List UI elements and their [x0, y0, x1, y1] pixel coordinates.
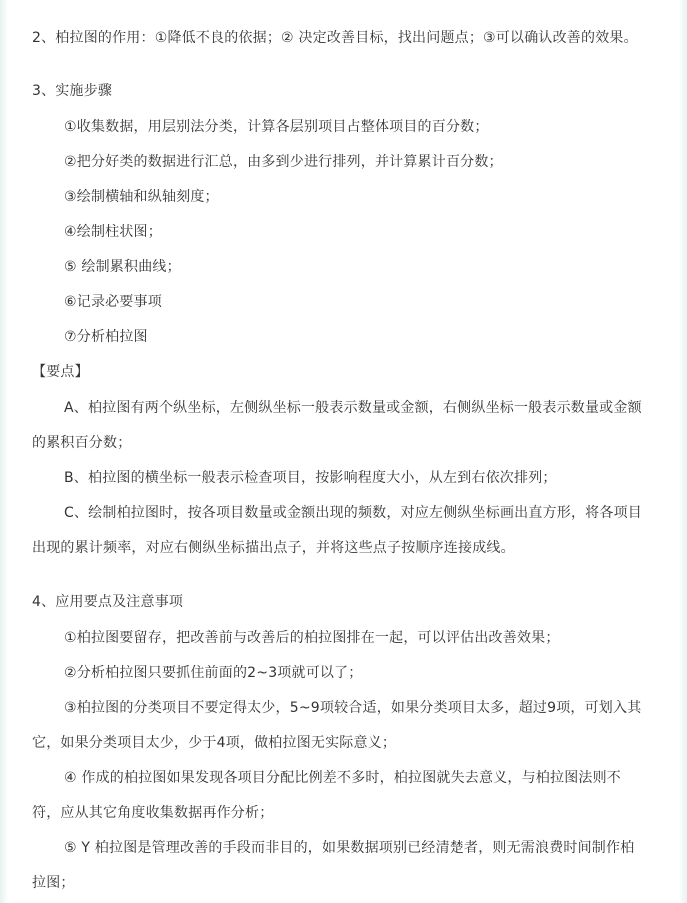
section4-point-4-line1: ④ 作成的柏拉图如果发现各项目分配比例差不多时，柏拉图就失去意义，与柏拉图法则不 [64, 770, 621, 786]
section3-step-4: ④绘制柱状图； [64, 224, 162, 240]
section3-step-6: ⑥记录必要事项 [64, 294, 162, 310]
section2-text: 2、柏拉图的作用：①降低不良的依据；② 决定改善目标，找出问题点；③可以确认改善的效果。 [32, 30, 638, 46]
section3-step-3: ③绘制横轴和纵轴刻度； [64, 189, 219, 205]
section3-heading: 3、实施步骤 [32, 83, 113, 99]
section4-point-5-line1: ⑤ Y 柏拉图是管理改善的手段而非目的，如果数据项别已经清楚者，则无需浪费时间制作柏 [64, 840, 635, 856]
keypoints-heading: 【要点】 [32, 364, 89, 380]
keypoint-a-line2: 的累积百分数； [32, 435, 132, 451]
section4-point-1: ①柏拉图要留存，把改善前与改善后的柏拉图排在一起，可以评估出改善效果； [64, 630, 560, 646]
section3-step-1: ①收集数据，用层别法分类，计算各层别项目占整体项目的百分数； [64, 119, 489, 135]
keypoint-a-line1: A、柏拉图有两个纵坐标，左侧纵坐标一般表示数量或金额，右侧纵坐标一般表示数量或金额 [64, 400, 642, 416]
section4-point-3-line1: ③柏拉图的分类项目不要定得太少，5~9项较合适，如果分类项目太多，超过9项，可划入其 [64, 700, 642, 716]
section3-step-7: ⑦分析柏拉图 [64, 329, 148, 345]
section3-step-5: ⑤ 绘制累积曲线； [64, 259, 181, 275]
keypoint-b-line1: B、柏拉图的横坐标一般表示检查项目，按影响程度大小，从左到右依次排列； [64, 470, 557, 486]
section4-point-3-line2: 它，如果分类项目太少，少于4项，做柏拉图无实际意义； [32, 735, 397, 751]
section4-point-4-line2: 符，应从其它角度收集数据再作分析； [32, 805, 274, 821]
section3-step-2: ②把分好类的数据进行汇总，由多到少进行排列，并计算累计百分数； [64, 154, 503, 170]
keypoint-c-line1: C、绘制柏拉图时，按各项目数量或金额出现的频数，对应左侧纵坐标画出直方形，将各项目 [64, 505, 642, 521]
keypoint-c-line2: 出现的累计频率，对应右侧纵坐标描出点子，并将这些点子按顺序连接成线。 [32, 540, 515, 556]
section4-point-5-line2: 拉图； [32, 875, 75, 891]
right-frame-shade [679, 0, 687, 903]
left-frame-shade [0, 0, 8, 903]
section4-point-2: ②分析柏拉图只要抓住前面的2~3项就可以了； [64, 665, 363, 681]
section4-heading: 4、应用要点及注意事项 [32, 594, 184, 610]
